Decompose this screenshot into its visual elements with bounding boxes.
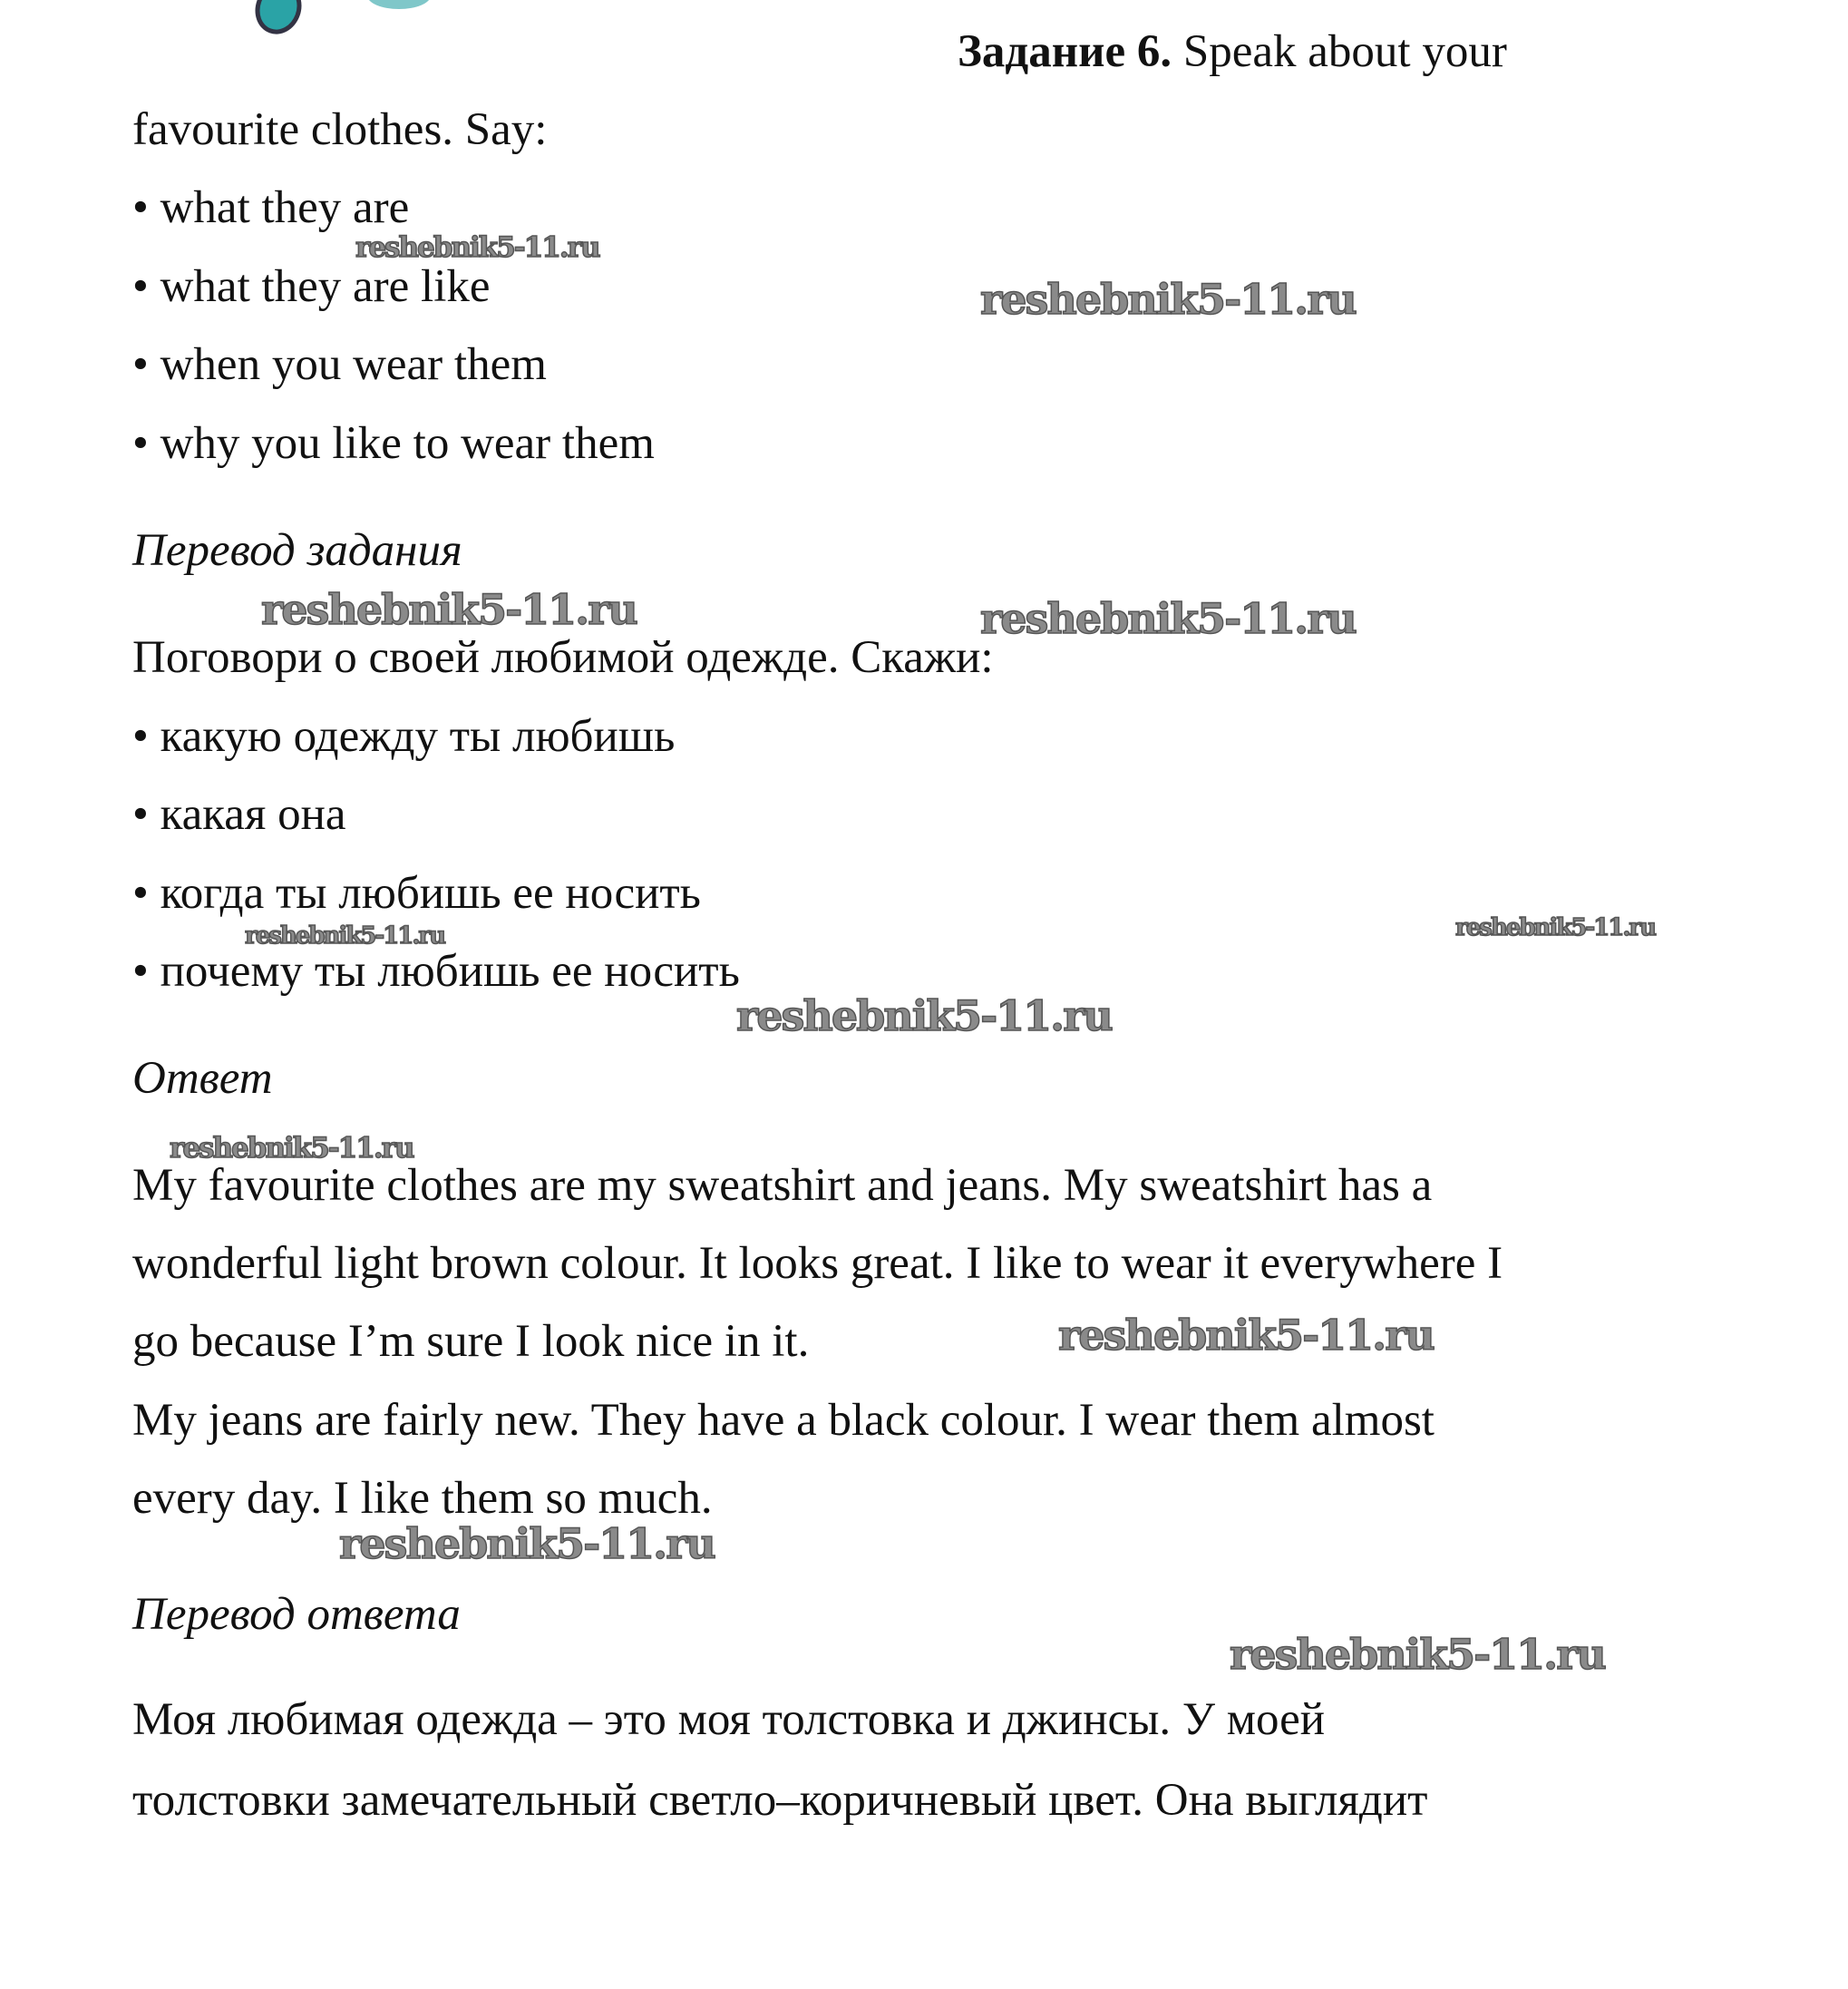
answer-translation-line: Моя любимая одежда – это моя толстовка и джинсы. У моей	[132, 1694, 1326, 1745]
watermark: reshebnik5-11.ru	[1455, 914, 1656, 941]
answer-translation-heading: Перевод ответа	[132, 1589, 461, 1640]
task-line: • why you like to wear them	[132, 418, 655, 469]
task-number: Задание 6.	[958, 26, 1172, 77]
watermark: reshebnik5-11.ru	[980, 594, 1356, 643]
answer-line: My favourite clothes are my sweatshirt and jeans. My sweatshirt has a	[132, 1160, 1433, 1211]
answer-line: My jeans are fairly new. They have a black colour. I wear them almost	[132, 1395, 1435, 1446]
watermark: reshebnik5-11.ru	[980, 275, 1356, 324]
decoration-icon	[248, 0, 309, 41]
task-heading-text: Speak about your	[1172, 26, 1507, 77]
translation-line: • какую одежду ты любишь	[132, 711, 676, 762]
watermark: reshebnik5-11.ru	[170, 1132, 413, 1165]
watermark: reshebnik5-11.ru	[339, 1519, 715, 1568]
answer-line: wonderful light brown colour. It looks great. I like to wear it everywhere I	[132, 1238, 1503, 1289]
answer-heading: Ответ	[132, 1053, 273, 1104]
answer-line: every day. I like them so much.	[132, 1473, 713, 1524]
task-line: favourite clothes. Say:	[132, 104, 548, 155]
translation-line: Поговори о своей любимой одежде. Скажи:	[132, 632, 994, 683]
task-line: • when you wear them	[132, 339, 547, 390]
watermark: reshebnik5-11.ru	[261, 585, 637, 634]
answer-translation-line: толстовки замечательный светло–коричневый цвет. Она выглядит	[132, 1775, 1428, 1826]
decoration-icon	[367, 0, 431, 9]
watermark: reshebnik5-11.ru	[1058, 1311, 1434, 1360]
translation-heading: Перевод задания	[132, 525, 462, 576]
watermark: reshebnik5-11.ru	[245, 922, 445, 950]
task-heading	[958, 24, 1507, 79]
watermark: reshebnik5-11.ru	[1230, 1630, 1605, 1679]
translation-line: • какая она	[132, 789, 346, 840]
watermark: reshebnik5-11.ru	[736, 991, 1112, 1040]
task-line: • what they are	[132, 182, 410, 233]
translation-line: • почему ты любишь ее носить	[132, 946, 740, 997]
watermark: reshebnik5-11.ru	[355, 231, 599, 264]
task-line: • what they are like	[132, 261, 491, 312]
answer-line: go because I’m sure I look nice in it.	[132, 1316, 810, 1367]
translation-line: • когда ты любишь ее носить	[132, 868, 701, 919]
